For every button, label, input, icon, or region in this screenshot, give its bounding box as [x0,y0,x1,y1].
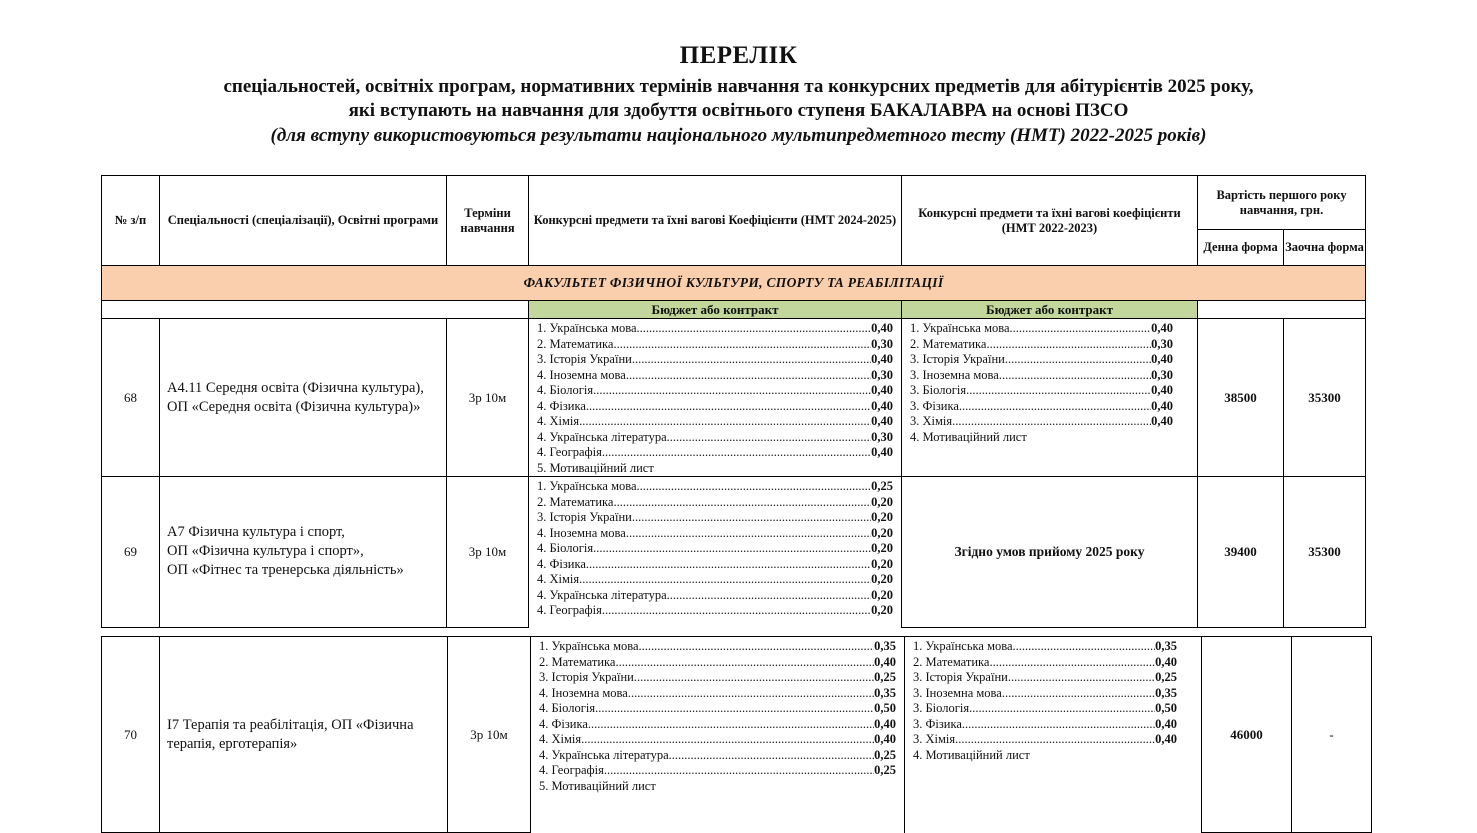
subject-line: 4. Хімія ..... 0,20 [537,572,893,588]
table-row [102,637,1372,833]
table-row [102,477,1366,628]
subject-line: 4. Хімія ..... 0,40 [537,414,893,430]
subject-line: 1. Українська мова ..... 0,25 [537,479,893,495]
subject-line: 4. Фізика ..... 0,40 [537,399,893,415]
admission-statement: Згідно умов прийому 2025 року [902,477,1198,628]
price-part-time: 35300 [1284,477,1366,628]
subject-line: 2. Математика ..... 0,30 [537,337,893,353]
subject-line: 2. Математика ..... 0,40 [913,655,1177,671]
subject-line: 4. Іноземна мова ..... 0,35 [539,686,896,702]
subject-line: 3. Історія України ..... 0,25 [539,670,896,686]
subject-line: 3. Історія України ..... 0,25 [913,670,1177,686]
subject-line: 3. Фізика ..... 0,40 [910,399,1173,415]
subtitle-line-2: які вступають на навчання для здобуття освітнього ступеня БАКАЛАВРА на основі ПЗСО [348,100,1129,121]
subject-line: 4. Географія ..... 0,25 [539,763,896,779]
subject-line: 2. Математика ..... 0,20 [537,495,893,511]
price-day: 39400 [1198,477,1284,628]
subject-line: 4. Хімія ..... 0,40 [539,732,896,748]
price-day: 46000 [1202,637,1292,833]
subjects-2024-2025 [529,477,902,628]
subtitle-line-1: спеціальностей, освітніх програм, нормативних термінів навчання та конкурсних предметів для абітурієнтів 2025 року, [223,76,1254,97]
subject-line: 5. Мотиваційний лист [539,778,656,793]
subject-line: 4. Українська література ..... 0,25 [539,748,896,764]
programs-table-continued [101,636,1372,833]
row-number: 68 [102,319,160,477]
col-header-nmt-2024-2025: Конкурсні предмети та їхні вагові Коефіцієнти (НМТ 2024-2025) [529,176,902,266]
subject-line: 4. Фізика ..... 0,40 [539,717,896,733]
col-header-part-time-form: Заочна форма [1284,230,1366,266]
subject-line: 4. Географія ..... 0,20 [537,603,893,619]
row-number: 69 [102,477,160,628]
subject-line: 4. Географія ..... 0,40 [537,445,893,461]
term-cell: 3р 10м [447,319,529,477]
subject-line: 3. Біологія ..... 0,50 [913,701,1177,717]
programs-table [101,175,1366,628]
row-number: 70 [102,637,160,833]
subject-line: 4. Біологія ..... 0,40 [537,383,893,399]
subject-line: 4. Іноземна мова ..... 0,30 [537,368,893,384]
subject-line: 4. Фізика ..... 0,20 [537,557,893,573]
budget-label-2024-2025: Бюджет або контракт [529,301,902,319]
subject-line: 3. Історія України ..... 0,40 [537,352,893,368]
subject-line: 4. Українська література ..... 0,20 [537,588,893,604]
faculty-heading: ФАКУЛЬТЕТ ФІЗИЧНОЇ КУЛЬТУРИ, СПОРТУ ТА РЕАБІЛІТАЦІЇ [102,266,1366,301]
subject-line: 1. Українська мова ..... 0,35 [913,639,1177,655]
subject-line: 4. Біологія ..... 0,20 [537,541,893,557]
subject-line: 4. Українська література ..... 0,30 [537,430,893,446]
subject-line: 1. Українська мова ..... 0,40 [537,321,893,337]
subjects-2024-2025 [531,637,905,833]
subject-line: 3. Хімія ..... 0,40 [910,414,1173,430]
subject-line: 3. Біологія ..... 0,40 [910,383,1173,399]
subjects-2022-2023 [905,637,1202,833]
price-part-time: - [1292,637,1372,833]
subtitle-line-3: (для вступу використовуються результати національного мультипредметного тесту (НМТ) 2022-2025 років) [270,125,1207,146]
subject-line: 1. Українська мова ..... 0,35 [539,639,896,655]
col-header-day-form: Денна форма [1198,230,1284,266]
subject-line: 3. Фізика ..... 0,40 [913,717,1177,733]
col-header-nmt-2022-2023: Конкурсні предмети та їхні вагові коефіцієнти (НМТ 2022-2023) [902,176,1198,266]
subject-line: 4. Мотиваційний лист [913,747,1030,762]
price-part-time: 35300 [1284,319,1366,477]
subject-line: 3. Хімія ..... 0,40 [913,732,1177,748]
term-cell: 3р 10м [447,477,529,628]
specialty-line: ОП «Фітнес та тренерська діяльність» [167,562,404,579]
subject-line: 1. Українська мова ..... 0,40 [910,321,1173,337]
subject-line: 4. Біологія ..... 0,50 [539,701,896,717]
specialty-line: ОП «Фізична культура і спорт», [167,543,364,560]
col-header-cost: Вартість першого року навчання, грн. [1198,176,1366,230]
specialty-cell [160,477,447,628]
table-row [102,319,1366,477]
term-cell: 3р 10м [448,637,531,833]
subject-line: 2. Математика ..... 0,40 [539,655,896,671]
subjects-2022-2023 [902,319,1198,477]
col-header-spec: Спеціальності (спеціалізації), Освітні програми [160,176,447,266]
specialty-line: А7 Фізична культура і спорт, [167,524,345,541]
subject-line: 5. Мотиваційний лист [537,460,654,475]
subject-line: 3. Історія України ..... 0,40 [910,352,1173,368]
specialty-cell: А4.11 Середня освіта (Фізична культура), ОП «Середня освіта (Фізична культура)» [160,319,447,477]
subject-line: 3. Історія України ..... 0,20 [537,510,893,526]
subject-line: 4. Мотиваційний лист [910,429,1027,444]
specialty-cell: І7 Терапія та реабілітація, ОП «Фізична терапія, ерготерапія» [160,637,448,833]
col-header-term: Терміни навчання [447,176,529,266]
col-header-num: № з/п [102,176,160,266]
subject-line: 4. Іноземна мова ..... 0,20 [537,526,893,542]
subjects-2024-2025 [529,319,902,477]
subject-line: 3. Іноземна мова ..... 0,30 [910,368,1173,384]
page-title: ПЕРЕЛІК [679,42,798,69]
budget-label-2022-2023: Бюджет або контракт [902,301,1198,319]
subject-line: 3. Іноземна мова ..... 0,35 [913,686,1177,702]
subject-line: 2. Математика ..... 0,30 [910,337,1173,353]
price-day: 38500 [1198,319,1284,477]
